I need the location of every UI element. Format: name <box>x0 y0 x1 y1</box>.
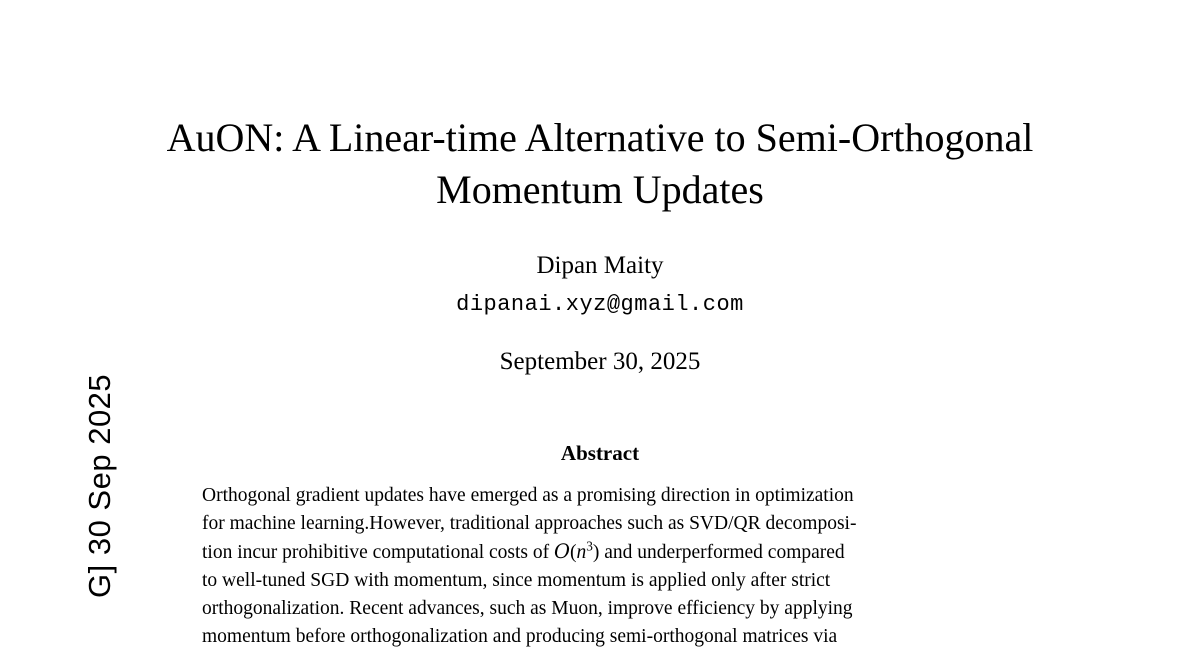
abstract-line: momentum before orthogonalization and producing semi-orthogonal matrices via <box>202 626 838 647</box>
abstract-line: Orthogonal gradient updates have emerged as a promising direction in optimization <box>202 485 854 506</box>
abstract-line: for machine learning.However, traditional approaches such as SVD/QR decomposi- <box>202 513 857 534</box>
abstract-heading: Abstract <box>560 441 640 465</box>
abstract-line: tion incur prohibitive computational costs of $O(n^3)$ and underperformed compared <box>202 538 845 563</box>
title-line-1: AuON: A Linear-time Alternative to Semi-Orthogonal <box>166 115 1034 160</box>
abstract-line: to well-tuned SGD with momentum, since momentum is applied only after strict <box>202 570 831 591</box>
abstract-body <box>202 482 998 651</box>
title-line-2: Momentum Updates <box>436 167 764 212</box>
author-name: Dipan Maity <box>536 252 664 279</box>
author-email: dipanai.xyz@gmail.com <box>456 292 744 317</box>
abstract-line: orthogonalization. Recent advances, such as Muon, improve efficiency by applying <box>202 598 853 619</box>
arxiv-stamp-text: G] 30 Sep 2025 <box>82 373 117 598</box>
publication-date: September 30, 2025 <box>499 348 701 375</box>
page-title <box>140 112 1060 216</box>
